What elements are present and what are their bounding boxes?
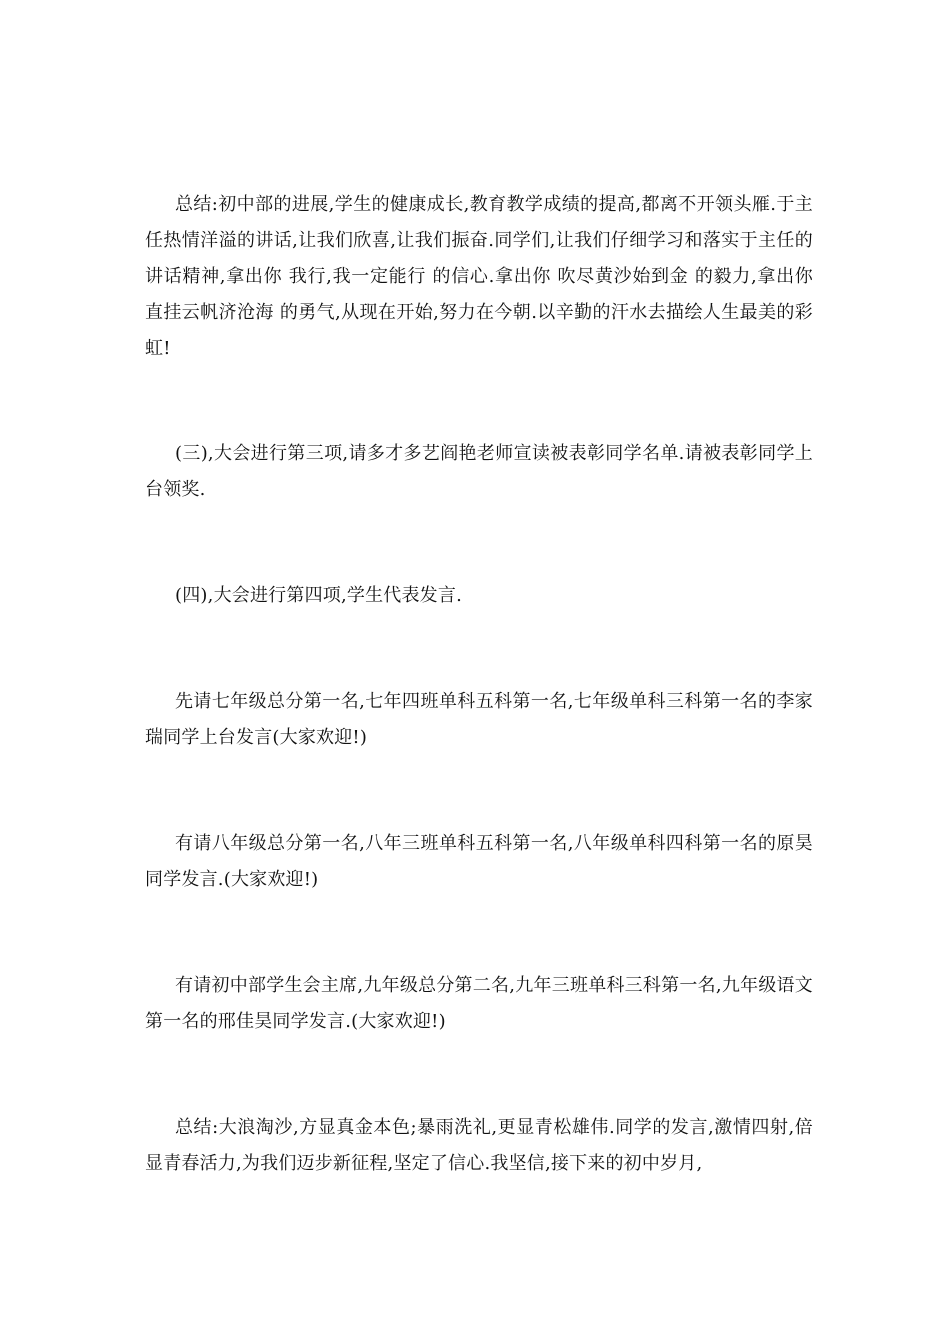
agenda-item-four-paragraph: (四),大会进行第四项,学生代表发言. xyxy=(175,585,463,606)
grade-nine-speaker-paragraph: 有请初中部学生会主席,九年级总分第二名,九年三班单科三科第一名,九年级语文第一名的邢佳昊同学发言.(大家欢迎!) xyxy=(145,975,813,1032)
grade-eight-speaker-paragraph: 有请八年级总分第一名,八年三班单科五科第一名,八年级单科四科第一名的原昊同学发言.(大家欢迎!) xyxy=(145,833,813,890)
agenda-item-three-paragraph: (三),大会进行第三项,请多才多艺阎艳老师宣读被表彰同学名单.请被表彰同学上台领奖. xyxy=(145,443,813,500)
summary-paragraph-1: 总结:初中部的进展,学生的健康成长,教育教学成绩的提高,都离不开领头雁.于主任热情洋溢的讲话,让我们欣喜,让我们振奋.同学们,让我们仔细学习和落实于主任的讲话精神,拿出你 我行,我一定能行 的信心.拿出你 吹尽黄沙始到金 的毅力,拿出你 直挂云帆济沧海 的勇气,从现在开始,努力在今朝.以辛勤的汗水去描绘人生最美的彩虹! xyxy=(145,194,813,359)
summary-paragraph-2: 总结:大浪淘沙,方显真金本色;暴雨洗礼,更显青松雄伟.同学的发言,激情四射,倍显青春活力,为我们迈步新征程,坚定了信心.我坚信,接下来的初中岁月, xyxy=(145,1117,813,1174)
grade-seven-speaker-paragraph: 先请七年级总分第一名,七年四班单科五科第一名,七年级单科三科第一名的李家瑞同学上台发言(大家欢迎!) xyxy=(145,691,813,748)
